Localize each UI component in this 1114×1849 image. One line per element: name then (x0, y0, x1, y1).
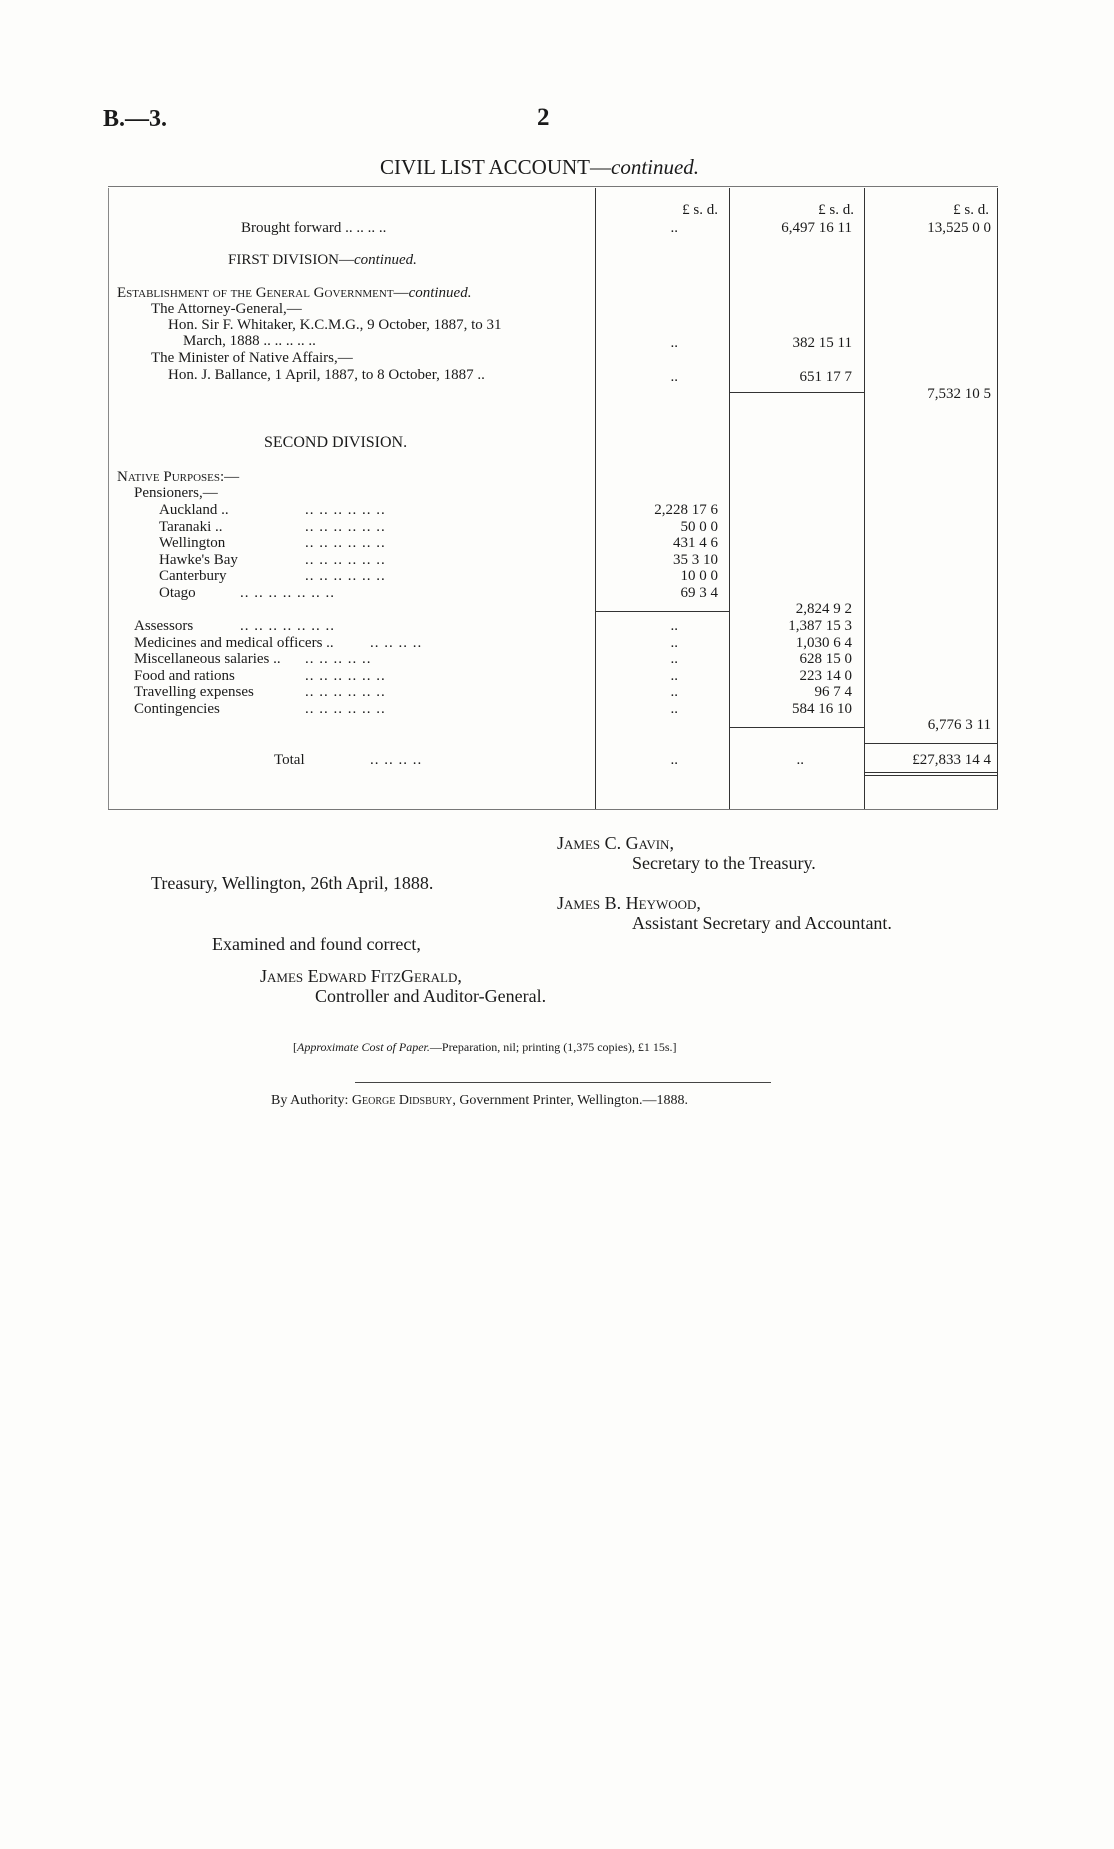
expense-dots: .. .. .. .. .. .. (305, 684, 386, 700)
pensioner-amount: 35 3 10 (673, 551, 718, 568)
expense-dots: .. .. .. .. .. (305, 651, 372, 667)
first-division-suffix: continued. (353, 252, 417, 268)
pensioner-dots: .. .. .. .. .. .. (305, 535, 386, 551)
attorney-general-line1: Hon. Sir F. Whitaker, K.C.M.G., 9 October, 1887, to 31 (168, 317, 502, 333)
signatory-fitzgerald-name: James Edward FitzGerald, (260, 966, 462, 986)
column-divider-c (864, 188, 865, 809)
pensioner-amount: 69 3 4 (680, 584, 718, 601)
expense-label: Assessors (134, 618, 194, 634)
attorney-general-b: 382 15 11 (792, 335, 852, 351)
expense-amount-b: 1,387 15 3 (788, 618, 852, 634)
grand-total-top-rule (865, 743, 997, 744)
native-minister-b: 651 17 7 (799, 369, 852, 385)
signatory-fitzgerald-title: Controller and Auditor-General. (315, 986, 547, 1006)
cost-bracket: [ (293, 1040, 297, 1054)
pensioners-label: Pensioners,— (134, 485, 218, 501)
expense-dots: .. .. .. .. .. .. (305, 667, 386, 684)
table-left-border (108, 188, 109, 809)
table-right-border (997, 188, 998, 809)
signatory-gavin-name: James C. Gavin, (557, 833, 674, 853)
pensioner-amount: 10 0 0 (680, 568, 718, 584)
pensioner-dots: .. .. .. .. .. .. .. (240, 584, 335, 601)
second-division-heading: SECOND DIVISION. (264, 434, 408, 451)
first-division-heading (228, 252, 417, 268)
native-minister-label: The Minister of Native Affairs,— (151, 350, 353, 366)
second-division-subtotal-rule (730, 727, 864, 728)
attorney-general-line2: March, 1888 .. .. .. .. .. (183, 333, 316, 349)
col-header-b: £ s. d. (818, 202, 854, 218)
attorney-general-a: .. (670, 335, 678, 351)
authority-rest: , Government Printer, Wellington.—1888. (452, 1093, 688, 1108)
pensioner-dots: .. .. .. .. .. .. (305, 502, 386, 518)
expense-amount-a: .. (670, 684, 678, 700)
expense-amount-b: 628 15 0 (799, 651, 852, 667)
page-number: 2 (537, 104, 550, 131)
place-and-date: Treasury, Wellington, 26th April, 1888. (151, 873, 434, 893)
native-minister-line1: Hon. J. Ballance, 1 April, 1887, to 8 October, 1887 .. (168, 367, 485, 383)
expense-amount-a: .. (670, 651, 678, 667)
pensioner-label: Auckland .. (159, 502, 229, 518)
expense-label: Travelling expenses (134, 684, 254, 700)
pensioner-label: Hawke's Bay (159, 551, 238, 568)
pensioner-label: Canterbury (159, 568, 227, 584)
first-division-title: FIRST DIVISION— (228, 252, 354, 268)
pensioner-label: Otago (159, 584, 196, 601)
brought-forward-b: 6,497 16 11 (781, 220, 852, 236)
establishment-suffix: continued. (408, 285, 472, 301)
page-title (380, 155, 699, 180)
signatory-gavin-title: Secretary to the Treasury. (632, 853, 816, 873)
grand-total: £27,833 14 4 (912, 752, 991, 768)
column-divider-a (595, 188, 596, 809)
expense-amount-b: 96 7 4 (814, 684, 852, 700)
expense-amount-a: .. (670, 700, 678, 717)
second-division-total: 6,776 3 11 (927, 717, 991, 733)
signatory-heywood-name: James B. Heywood, (557, 893, 701, 913)
expense-label: Medicines and medical officers .. (134, 634, 334, 651)
total-label: Total (274, 752, 305, 768)
pensioner-dots: .. .. .. .. .. .. (305, 551, 386, 568)
expense-dots: .. .. .. .. .. .. .. (240, 618, 335, 634)
expense-amount-b: 1,030 6 4 (795, 634, 852, 651)
pensioner-amount: 431 4 6 (673, 535, 718, 551)
expense-amount-a: .. (670, 634, 678, 651)
expense-label: Food and rations (134, 667, 235, 684)
first-division-total: 7,532 10 5 (927, 386, 991, 402)
total-a: .. (670, 752, 678, 768)
page-title-main: CIVIL LIST ACCOUNT— (380, 155, 611, 179)
signatory-heywood-title: Assistant Secretary and Accountant. (632, 913, 892, 933)
grand-total-double-rule-2 (865, 775, 997, 776)
grand-total-double-rule-1 (865, 772, 997, 773)
pensioner-dots: .. .. .. .. .. .. (305, 518, 386, 535)
expense-label: Miscellaneous salaries .. (134, 651, 281, 667)
column-divider-b (729, 188, 730, 809)
native-purposes-heading: Native Purposes:— (117, 469, 240, 485)
expense-dots: .. .. .. .. (370, 634, 423, 651)
cost-of-paper-note (293, 1040, 677, 1055)
cost-details: —Preparation, nil; printing (1,375 copies), £1 15s.] (429, 1040, 677, 1054)
expense-amount-b: 223 14 0 (799, 667, 852, 684)
establishment-heading (117, 285, 471, 301)
brought-forward-a: .. (670, 220, 678, 236)
expense-dots: .. .. .. .. .. .. (305, 700, 386, 717)
pensioners-total: 2,824 9 2 (795, 601, 852, 617)
brought-forward-c: 13,525 0 0 (927, 220, 991, 236)
pensioners-subtotal-rule (596, 611, 729, 612)
examined-note: Examined and found correct, (212, 934, 421, 954)
table-top-rule (108, 186, 998, 187)
printer-authority (271, 1093, 688, 1109)
printer-name: George Didsbury (351, 1093, 453, 1108)
expense-amount-b: 584 16 10 (792, 700, 852, 717)
authority-prefix: By Authority: (271, 1093, 352, 1108)
document-reference: B.—3. (103, 106, 168, 132)
pensioner-amount: 2,228 17 6 (654, 502, 718, 518)
cost-italic: Approximate Cost of Paper. (297, 1040, 430, 1054)
pensioner-label: Wellington (159, 535, 226, 551)
expense-label: Contingencies (134, 700, 220, 717)
establishment-title: Establishment of the General Government— (117, 285, 409, 301)
pensioner-amount: 50 0 0 (680, 518, 718, 535)
col-header-a: £ s. d. (682, 202, 718, 218)
footer-rule (355, 1082, 771, 1083)
attorney-general-label: The Attorney-General,— (151, 301, 302, 317)
total-b: .. (796, 752, 804, 768)
pensioner-dots: .. .. .. .. .. .. (305, 568, 386, 584)
expense-amount-a: .. (670, 618, 678, 634)
pensioner-label: Taranaki .. (159, 518, 223, 535)
native-minister-a: .. (670, 369, 678, 385)
expense-amount-a: .. (670, 667, 678, 684)
brought-forward-label: Brought forward .. .. .. .. (241, 220, 387, 236)
col-header-c: £ s. d. (953, 202, 989, 218)
total-dots: .. .. .. .. (370, 752, 423, 768)
first-division-subtotal-rule (730, 392, 864, 393)
page-title-suffix: continued. (611, 155, 700, 179)
table-bottom-rule (108, 809, 998, 810)
